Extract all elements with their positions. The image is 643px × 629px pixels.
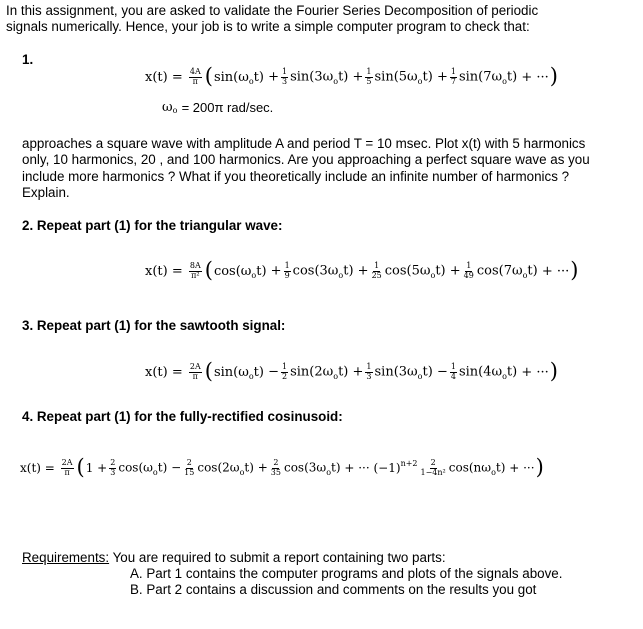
eq1-coef-num: 4A	[189, 67, 201, 76]
eq1-lhs: x(t) =	[145, 69, 183, 85]
eq4-coef: $\frac{2A}{\pi}$	[61, 458, 73, 477]
eq1-term-1: $\sin(\omega_ot)$	[213, 69, 264, 86]
part1-line-1: approaches a square wave with amplitude A and period T = 10 msec. Plot x(t) with 5 harmonics	[22, 136, 586, 151]
requirement-item-a: A. Part 1 contains the computer programs and plots of the signals above.	[130, 566, 563, 581]
requirements-list	[130, 566, 562, 599]
part1-line-4: Explain.	[22, 184, 70, 200]
eq1-term-3: + $\frac{1}{5}$ $\sin(5\omega_ot)$	[352, 67, 433, 86]
eq1-coef-den: π	[192, 76, 198, 86]
eq2-term-1: $\cos(\omega_ot)$	[213, 263, 267, 280]
intro-paragraph	[6, 3, 538, 36]
eq2-term-3: + $\frac{1}{25}$ $\cos(5\omega_ot)$	[357, 261, 446, 280]
part1-number: 1.	[22, 52, 34, 67]
eq1-ellipsis: + ···	[521, 69, 549, 85]
part2-equation: x(t) = $\frac{8A}{\text{π²}}$ ( $\cos(\omega_ot)$ + $\frac{1}{9}$ $\cos(3\omega_ot)$ + $\frac{1}{25}$ $\cos(5\omega_ot)$ + $\frac{1}{49}$ $\cos(7\omega_ot)$ + ··· )	[145, 258, 579, 282]
eq1-term-2: + $\frac{1}{3}$ $\sin(3\omega_ot)$	[268, 67, 349, 86]
eq3-term-2: − $\frac{1}{2}$ $\sin(2\omega_ot)$	[268, 362, 349, 381]
part2-heading: 2. Repeat part (1) for the triangular wave:	[22, 218, 283, 233]
requirements-text: You are required to submit a report containing two parts:	[109, 550, 446, 565]
part1-paragraph	[22, 136, 637, 201]
requirements-line	[22, 550, 446, 566]
part1-equation	[145, 64, 559, 88]
eq3-term-1: $\sin(\omega_ot)$	[213, 364, 264, 381]
part1-line-3: include more harmonics ? What if you theoretically include an infinite number of harmonics ?	[22, 168, 570, 184]
eq3-coef: $\frac{2A}{\pi}$	[189, 362, 201, 381]
eq2-coef: $\frac{8A}{\text{π²}}$	[189, 261, 201, 280]
eq1-close-paren: )	[549, 64, 558, 88]
eq1-term-4: + $\frac{1}{7}$ $\sin(7\omega_ot)$	[436, 67, 518, 86]
eq4-mid: + ··· (−1)	[344, 461, 401, 475]
eq4-term-3: + $\frac{2}{35}$ $\cos(3\omega_ot)$	[257, 458, 341, 477]
eq2-term-4: + $\frac{1}{49}$ $\cos(7\omega_ot)$	[449, 261, 538, 280]
eq1-coef	[189, 68, 202, 86]
eq1-open-paren: (	[204, 64, 213, 88]
part1-line-2: only, 10 harmonics, 20 , and 100 harmonics. Are you approaching a perfect square wave as you	[22, 152, 590, 168]
part3-heading: 3. Repeat part (1) for the sawtooth signal:	[22, 318, 286, 333]
part3-equation: x(t) = $\frac{2A}{\pi}$ ( $\sin(\omega_ot)$ − $\frac{1}{2}$ $\sin(2\omega_ot)$ + $\frac{1}{3}$ $\sin(3\omega_ot)$ − $\frac{1}{4}$ $\sin(4\omega_ot)$ + ··· )	[145, 359, 558, 383]
eq4-general-term: $\frac{2}{\text{1−4n²}}$ $\cos(n\omega_ot)$	[420, 458, 506, 477]
eq2-term-2: + $\frac{1}{9}$ $\cos(3\omega_ot)$	[270, 261, 354, 280]
intro-line-1: In this assignment, you are asked to validate the Fourier Series Decomposition of periodic	[6, 3, 539, 18]
intro-line-2: signals numerically. Hence, your job is to write a simple computer program to check that:	[6, 19, 530, 35]
requirement-item-b: B. Part 2 contains a discussion and comments on the results you got	[130, 582, 537, 598]
eq4-term-1: $\frac{2}{3}$ $\cos(\omega_ot)$	[110, 458, 168, 477]
requirements-label: Requirements:	[22, 550, 110, 565]
eq4-term-2: − $\frac{2}{15}$ $\cos(2\omega_ot)$	[171, 458, 254, 477]
eq3-term-3: + $\frac{1}{3}$ $\sin(3\omega_ot)$	[352, 362, 433, 381]
part4-heading: 4. Repeat part (1) for the fully-rectified cosinusoid:	[22, 409, 343, 424]
part4-equation: x(t) = $\frac{2A}{\pi}$ ( 1 + $\frac{2}{3}$ $\cos(\omega_ot)$ − $\frac{2}{15}$ $\cos(2\omega_ot)$ + $\frac{2}{35}$ $\cos(3\omega_ot)$ + ··· (−1) n+2 $\frac{2}{\text{1−4n²}}$ $\cos(n\omega_ot)$ + ··· )	[20, 455, 544, 479]
omega-definition: ω o = 200π rad/sec.	[162, 100, 274, 115]
eq3-term-4: − $\frac{1}{4}$ $\sin(4\omega_ot)$	[436, 362, 518, 381]
